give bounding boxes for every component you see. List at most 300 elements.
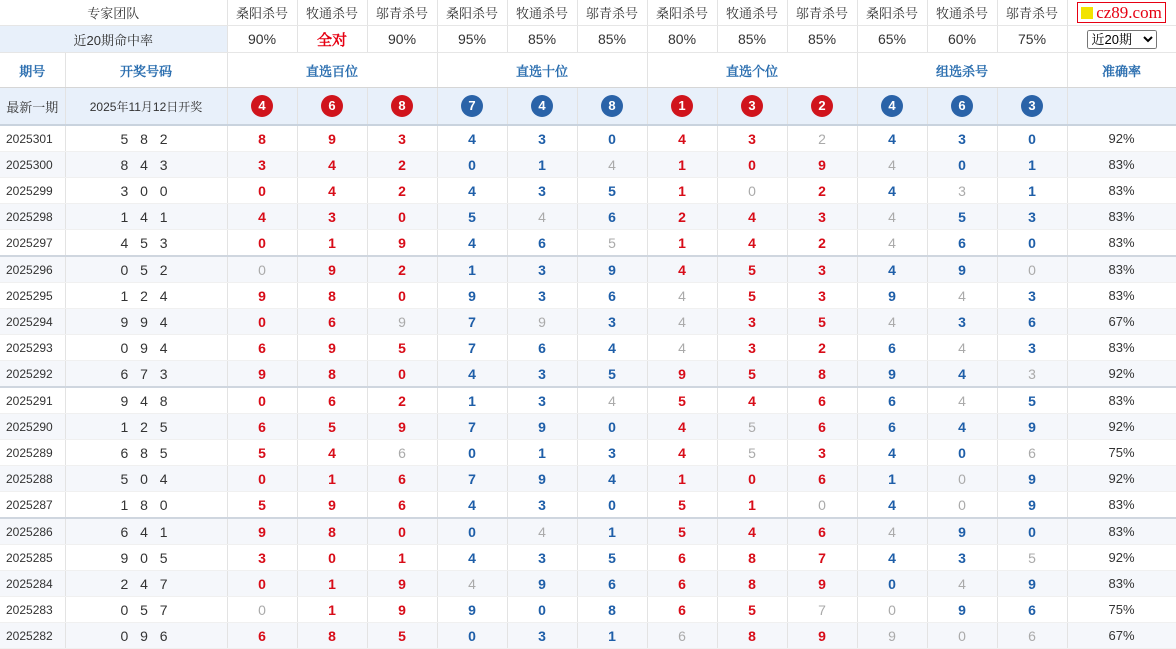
kill-cell [647, 623, 717, 649]
site-logo-cell[interactable] [1067, 0, 1176, 26]
kill-cell [437, 387, 507, 414]
kill-cell [367, 335, 437, 361]
kill-number: 5 [398, 627, 406, 644]
kill-number: 5 [258, 444, 266, 461]
kill-cell [367, 466, 437, 492]
kill-number: 9 [398, 601, 406, 618]
period-number: 2025283 [0, 597, 65, 623]
kill-number: 9 [398, 418, 406, 435]
kill-number: 4 [958, 339, 966, 356]
kill-cell [507, 361, 577, 388]
kill-number: 3 [958, 130, 966, 147]
kill-number: 6 [328, 313, 336, 330]
kill-cell [647, 335, 717, 361]
kill-number: 0 [398, 208, 406, 225]
period-number: 2025298 [0, 204, 65, 230]
kill-number: 9 [958, 601, 966, 618]
kill-number: 9 [398, 575, 406, 592]
kill-number: 3 [958, 313, 966, 330]
kill-number: 6 [398, 444, 406, 461]
table-row [0, 230, 1176, 257]
kill-number: 2 [398, 392, 406, 409]
kill-number: 3 [1028, 339, 1036, 356]
hit-rate: 90% [227, 26, 297, 53]
kill-number: 7 [818, 601, 826, 618]
kill-cell [437, 597, 507, 623]
kill-cell [927, 466, 997, 492]
draw-number: 6 8 5 [65, 440, 227, 466]
kill-number: 4 [328, 444, 336, 461]
group-header-tens: 直选十位 [437, 53, 647, 88]
kill-number: 9 [1028, 418, 1036, 435]
expert-name[interactable]: 邬青杀号 [577, 0, 647, 26]
kill-number: 3 [818, 287, 826, 304]
kill-number: 4 [608, 392, 616, 409]
kill-number: 4 [678, 313, 686, 330]
kill-number: 6 [678, 601, 686, 618]
period-number: 2025300 [0, 152, 65, 178]
kill-number: 4 [748, 523, 756, 540]
table-row [0, 125, 1176, 152]
kill-cell [787, 309, 857, 335]
kill-number: 9 [608, 261, 616, 278]
kill-cell [367, 571, 437, 597]
kill-cell [297, 466, 367, 492]
kill-number: 0 [258, 392, 266, 409]
kill-cell [647, 492, 717, 519]
period-number: 2025294 [0, 309, 65, 335]
kill-number: 4 [888, 234, 896, 251]
kill-number: 3 [958, 549, 966, 566]
kill-cell [857, 623, 927, 649]
kill-number: 3 [538, 392, 546, 409]
kill-cell [647, 597, 717, 623]
kill-cell [717, 597, 787, 623]
kill-number: 3 [1028, 208, 1036, 225]
kill-cell [227, 230, 297, 257]
accuracy-value: 83% [1067, 230, 1176, 257]
kill-cell [787, 256, 857, 283]
kill-cell [437, 440, 507, 466]
kill-cell [997, 518, 1067, 545]
kill-number: 9 [1028, 496, 1036, 513]
kill-cell [927, 283, 997, 309]
kill-cell [787, 466, 857, 492]
hit-rate-row [0, 26, 1176, 53]
table-row [0, 518, 1176, 545]
table-row [0, 361, 1176, 388]
col-period-header: 期号 [0, 53, 65, 88]
period-number: 2025295 [0, 283, 65, 309]
hit-rate: 65% [857, 26, 927, 53]
kill-number: 9 [258, 287, 266, 304]
kill-cell [927, 230, 997, 257]
draw-number: 0 5 7 [65, 597, 227, 623]
kill-cell [857, 597, 927, 623]
kill-cell [787, 230, 857, 257]
table-row [0, 466, 1176, 492]
accuracy-value: 92% [1067, 125, 1176, 152]
draw-number: 5 8 2 [65, 125, 227, 152]
kill-number: 0 [398, 287, 406, 304]
accuracy-value: 83% [1067, 178, 1176, 204]
kill-number: 4 [958, 392, 966, 409]
kill-number: 4 [608, 470, 616, 487]
kill-number: 5 [608, 365, 616, 382]
kill-number: 5 [748, 261, 756, 278]
kill-number: 9 [958, 261, 966, 278]
kill-cell [997, 178, 1067, 204]
kill-number: 2 [398, 182, 406, 199]
kill-cell [787, 335, 857, 361]
kill-number: 3 [538, 496, 546, 513]
prediction-ball: 4 [251, 95, 273, 117]
kill-number: 9 [328, 130, 336, 147]
kill-number: 3 [258, 156, 266, 173]
kill-number: 5 [748, 365, 756, 382]
kill-cell [647, 414, 717, 440]
kill-number: 3 [608, 313, 616, 330]
kill-number: 5 [1028, 392, 1036, 409]
draw-number: 0 5 2 [65, 256, 227, 283]
kill-cell [577, 545, 647, 571]
kill-cell [717, 125, 787, 152]
kill-cell [367, 387, 437, 414]
prediction-ball: 4 [881, 95, 903, 117]
kill-cell [507, 283, 577, 309]
kill-cell [297, 204, 367, 230]
kill-number: 9 [818, 156, 826, 173]
kill-cell [297, 571, 367, 597]
kill-number: 7 [468, 339, 476, 356]
kill-number: 6 [538, 339, 546, 356]
expert-name[interactable]: 牧通杀号 [717, 0, 787, 26]
kill-cell [647, 178, 717, 204]
kill-cell [577, 125, 647, 152]
accuracy-value: 83% [1067, 283, 1176, 309]
kill-number: 1 [888, 470, 896, 487]
kill-cell [367, 152, 437, 178]
kill-number: 9 [328, 261, 336, 278]
latest-label: 最新一期 [6, 99, 59, 115]
kill-cell [717, 440, 787, 466]
kill-cell [297, 623, 367, 649]
draw-number: 1 8 0 [65, 492, 227, 519]
kill-number: 5 [608, 182, 616, 199]
expert-name[interactable]: 牧通杀号 [297, 0, 367, 26]
group-header-hundreds: 直选百位 [227, 53, 437, 88]
kill-number: 6 [398, 496, 406, 513]
kill-cell [997, 440, 1067, 466]
kill-cell [927, 597, 997, 623]
kill-number: 3 [398, 130, 406, 147]
kill-cell [857, 178, 927, 204]
expert-name[interactable]: 桑阳杀号 [227, 0, 297, 26]
kill-cell [577, 335, 647, 361]
kill-number: 4 [468, 365, 476, 382]
kill-number: 6 [1028, 601, 1036, 618]
kill-cell [927, 518, 997, 545]
kill-number: 9 [468, 601, 476, 618]
kill-number: 9 [1028, 575, 1036, 592]
kill-cell [647, 230, 717, 257]
kill-number: 6 [678, 549, 686, 566]
kill-cell [437, 361, 507, 388]
kill-cell [577, 492, 647, 519]
kill-cell [367, 518, 437, 545]
kill-cell [787, 414, 857, 440]
kill-number: 0 [1028, 523, 1036, 540]
kill-cell [647, 125, 717, 152]
kill-cell [507, 545, 577, 571]
column-header-row [0, 53, 1176, 88]
kill-cell [927, 204, 997, 230]
kill-number: 6 [888, 339, 896, 356]
expert-name[interactable]: 邬青杀号 [367, 0, 437, 26]
kill-number: 0 [958, 627, 966, 644]
kill-number: 5 [328, 418, 336, 435]
kill-number: 3 [818, 208, 826, 225]
kill-cell [647, 152, 717, 178]
kill-cell [437, 256, 507, 283]
kill-cell [227, 623, 297, 649]
kill-number: 0 [468, 156, 476, 173]
kill-number: 5 [258, 496, 266, 513]
kill-cell [647, 545, 717, 571]
kill-number: 6 [258, 339, 266, 356]
table-row [0, 492, 1176, 519]
kill-number: 4 [888, 444, 896, 461]
draw-number: 0 9 6 [65, 623, 227, 649]
kill-cell [367, 361, 437, 388]
kill-number: 6 [888, 392, 896, 409]
kill-number: 4 [678, 444, 686, 461]
kill-cell [577, 309, 647, 335]
kill-number: 7 [818, 549, 826, 566]
kill-cell [927, 571, 997, 597]
kill-number: 1 [678, 156, 686, 173]
kill-number: 4 [888, 208, 896, 225]
kill-cell [507, 466, 577, 492]
kill-number: 3 [538, 182, 546, 199]
kill-number: 9 [468, 287, 476, 304]
kill-cell [437, 545, 507, 571]
kill-number: 4 [678, 130, 686, 147]
kill-cell [857, 361, 927, 388]
kill-cell [297, 440, 367, 466]
expert-name[interactable]: 桑阳杀号 [437, 0, 507, 26]
table-row [0, 414, 1176, 440]
kill-cell [997, 256, 1067, 283]
table-row [0, 623, 1176, 649]
kill-cell [507, 204, 577, 230]
kill-cell [507, 492, 577, 519]
kill-number: 9 [1028, 470, 1036, 487]
kill-cell [437, 571, 507, 597]
kill-number: 4 [468, 496, 476, 513]
kill-number: 9 [258, 523, 266, 540]
hit-rate: 85% [717, 26, 787, 53]
kill-number: 6 [818, 418, 826, 435]
kill-number: 1 [748, 496, 756, 513]
site-logo[interactable] [1077, 2, 1166, 23]
kill-cell [577, 283, 647, 309]
kill-cell [997, 125, 1067, 152]
period-number: 2025296 [0, 256, 65, 283]
accuracy-value: 83% [1067, 387, 1176, 414]
kill-cell [717, 518, 787, 545]
kill-number: 0 [258, 182, 266, 199]
draw-number: 9 9 4 [65, 309, 227, 335]
kill-cell [227, 414, 297, 440]
kill-cell [437, 230, 507, 257]
kill-number: 8 [818, 365, 826, 382]
table-row [0, 256, 1176, 283]
period-number: 2025288 [0, 466, 65, 492]
kill-cell [507, 623, 577, 649]
kill-cell [717, 623, 787, 649]
kill-cell [507, 230, 577, 257]
kill-cell [857, 492, 927, 519]
expert-name[interactable]: 邬青杀号 [787, 0, 857, 26]
kill-cell [927, 256, 997, 283]
kill-number: 8 [328, 287, 336, 304]
kill-number: 0 [258, 575, 266, 592]
period-range-select[interactable] [1087, 30, 1157, 49]
kill-number: 3 [608, 444, 616, 461]
kill-number: 0 [608, 418, 616, 435]
kill-number: 0 [608, 496, 616, 513]
kill-cell [647, 361, 717, 388]
kill-number: 1 [678, 470, 686, 487]
kill-cell [787, 492, 857, 519]
kill-cell [507, 597, 577, 623]
kill-cell [577, 256, 647, 283]
kill-cell [717, 466, 787, 492]
kill-cell [507, 518, 577, 545]
kill-number: 0 [258, 470, 266, 487]
kill-number: 8 [328, 365, 336, 382]
kill-number: 1 [608, 627, 616, 644]
kill-cell [507, 414, 577, 440]
period-number: 2025290 [0, 414, 65, 440]
draw-number: 3 0 0 [65, 178, 227, 204]
kill-number: 4 [328, 182, 336, 199]
kill-cell [717, 414, 787, 440]
hit-rate: 90% [367, 26, 437, 53]
latest-date-cell [65, 88, 227, 126]
kill-number: 4 [748, 208, 756, 225]
kill-number: 5 [958, 208, 966, 225]
kill-cell [437, 414, 507, 440]
kill-number: 0 [258, 261, 266, 278]
kill-number: 0 [398, 523, 406, 540]
table-row [0, 571, 1176, 597]
kill-number: 9 [678, 365, 686, 382]
kill-cell [577, 623, 647, 649]
logo-square-icon [1081, 7, 1093, 19]
kill-number: 4 [748, 234, 756, 251]
kill-cell [297, 309, 367, 335]
kill-cell [577, 597, 647, 623]
kill-cell [577, 230, 647, 257]
kill-number: 3 [958, 182, 966, 199]
kill-number: 3 [258, 549, 266, 566]
expert-name[interactable]: 桑阳杀号 [857, 0, 927, 26]
kill-cell [927, 178, 997, 204]
kill-cell [577, 387, 647, 414]
kill-cell [227, 361, 297, 388]
hit-rate: 95% [437, 26, 507, 53]
kill-number: 4 [468, 182, 476, 199]
kill-cell [857, 518, 927, 545]
kill-number: 0 [258, 313, 266, 330]
kill-cell [647, 518, 717, 545]
kill-cell [787, 623, 857, 649]
table-row [0, 440, 1176, 466]
kill-number: 0 [328, 549, 336, 566]
prediction-ball: 7 [461, 95, 483, 117]
kill-cell [367, 309, 437, 335]
draw-number: 1 4 1 [65, 204, 227, 230]
kill-number: 1 [328, 470, 336, 487]
kill-number: 4 [538, 208, 546, 225]
expert-name[interactable]: 牧通杀号 [927, 0, 997, 26]
kill-number: 6 [818, 470, 826, 487]
kill-number: 6 [678, 575, 686, 592]
kill-cell [297, 361, 367, 388]
kill-number: 4 [958, 575, 966, 592]
kill-cell [857, 256, 927, 283]
kill-cell [297, 256, 367, 283]
kill-cell [227, 492, 297, 519]
kill-cell [227, 256, 297, 283]
kill-cell [787, 125, 857, 152]
kill-cell [857, 466, 927, 492]
kill-number: 1 [328, 601, 336, 618]
accuracy-value: 83% [1067, 518, 1176, 545]
accuracy-value: 75% [1067, 597, 1176, 623]
kill-number: 8 [328, 523, 336, 540]
kill-number: 9 [818, 627, 826, 644]
kill-cell [367, 178, 437, 204]
kill-cell [997, 466, 1067, 492]
kill-cell [647, 283, 717, 309]
kill-number: 0 [1028, 261, 1036, 278]
kill-cell [647, 387, 717, 414]
kill-number: 6 [608, 287, 616, 304]
kill-number: 0 [1028, 234, 1036, 251]
accuracy-value: 92% [1067, 414, 1176, 440]
kill-number: 9 [888, 287, 896, 304]
kill-number: 0 [958, 444, 966, 461]
expert-name[interactable]: 桑阳杀号 [647, 0, 717, 26]
kill-cell [997, 597, 1067, 623]
expert-name[interactable]: 邬青杀号 [997, 0, 1067, 26]
kill-number: 4 [468, 575, 476, 592]
kill-cell [437, 466, 507, 492]
draw-number: 2 4 7 [65, 571, 227, 597]
kill-cell [787, 178, 857, 204]
period-number: 2025284 [0, 571, 65, 597]
kill-number: 5 [1028, 549, 1036, 566]
accuracy-value: 92% [1067, 361, 1176, 388]
kill-number: 3 [538, 365, 546, 382]
kill-number: 8 [748, 627, 756, 644]
kill-number: 8 [608, 601, 616, 618]
kill-number: 5 [468, 208, 476, 225]
expert-name[interactable]: 牧通杀号 [507, 0, 577, 26]
